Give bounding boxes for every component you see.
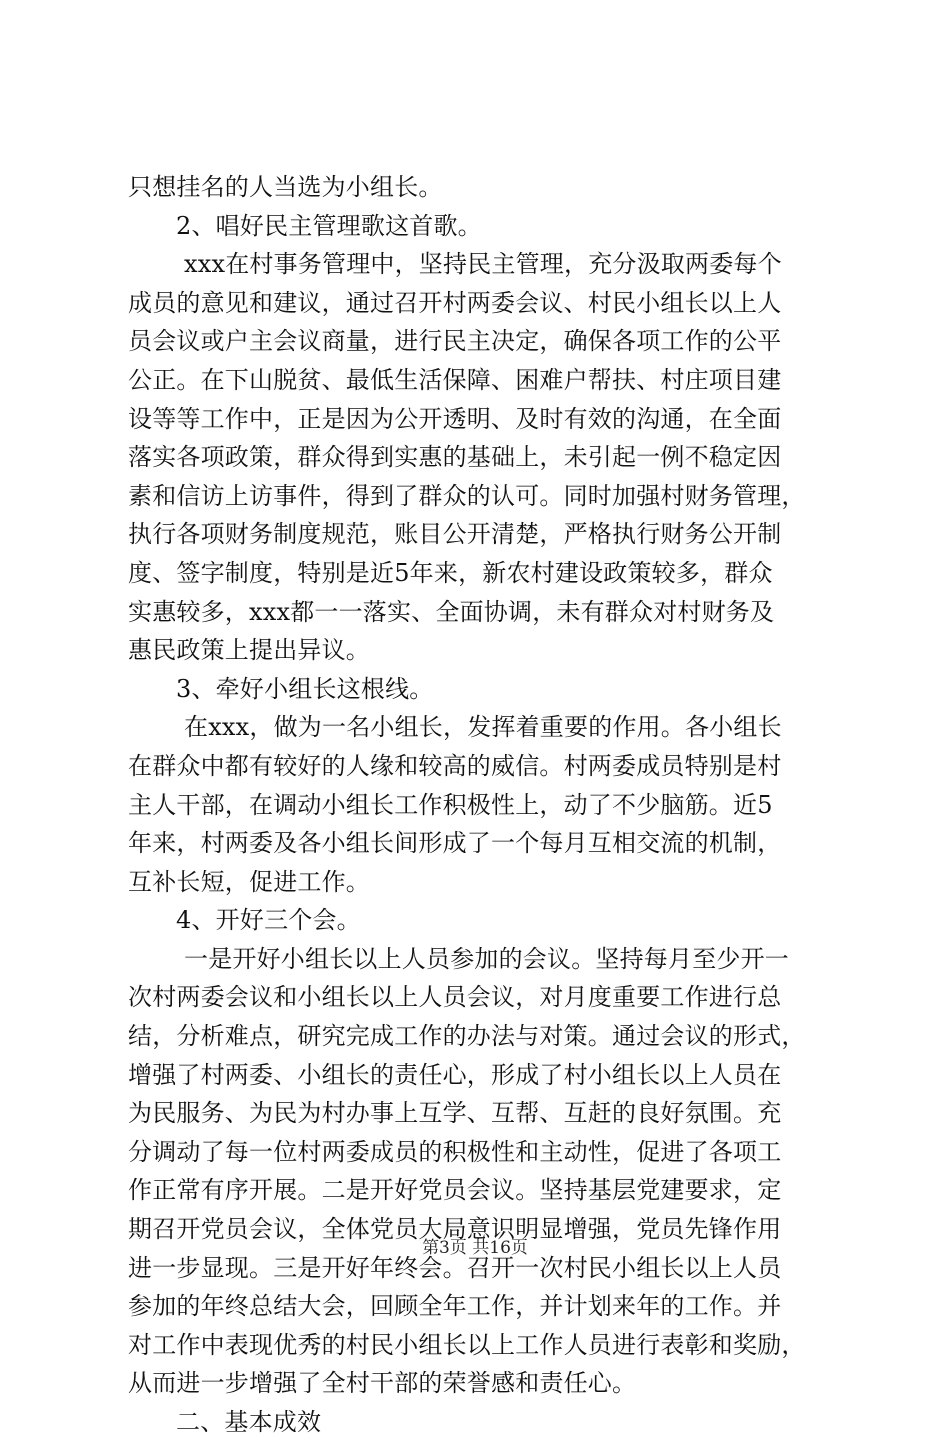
text-line: 分调动了每一位村两委成员的积极性和主动性，促进了各项工 bbox=[128, 1137, 782, 1166]
text-line: 结，分析难点，研究完成工作的办法与对策。通过会议的形式， bbox=[128, 1022, 806, 1051]
text-line: 员会议或户主会议商量，进行民主决定，确保各项工作的公平 bbox=[128, 327, 782, 356]
text-line: 执行各项财务制度规范，账目公开清楚，严格执行财务公开制 bbox=[128, 520, 782, 549]
text-line: 互补长短，促进工作。 bbox=[128, 867, 370, 896]
text-line: 增强了村两委、小组长的责任心，形成了村小组长以上人员在 bbox=[128, 1060, 782, 1089]
text-line: 只想挂名的人当选为小组长。 bbox=[128, 173, 443, 201]
text-line: 期召开党员会议，全体党员大局意识明显增强，党员先锋作用 bbox=[128, 1215, 782, 1244]
text-line: 作正常有序开展。二是开好党员会议。坚持基层党建要求，定 bbox=[128, 1176, 782, 1205]
text-line: 从而进一步增强了全村干部的荣誉感和责任心。 bbox=[128, 1369, 637, 1398]
text-line: 对工作中表现优秀的村民小组长以上工作人员进行表彰和奖励， bbox=[128, 1330, 806, 1359]
text-line: 在群众中都有较好的人缘和较高的威信。村两委成员特别是村 bbox=[128, 751, 782, 780]
text-line: 进一步显现。三是开好年终会。召开一次村民小组长以上人员 bbox=[128, 1253, 782, 1282]
text-line: 参加的年终总结大会，回顾全年工作，并计划来年的工作。并 bbox=[128, 1292, 782, 1321]
text-line: 主人干部，在调动小组长工作积极性上，动了不少脑筋。近5 bbox=[128, 790, 773, 819]
text-line: 次村两委会议和小组长以上人员会议，对月度重要工作进行总 bbox=[128, 983, 782, 1012]
subheading-line: 2、唱好民主管理歌这首歌。 bbox=[176, 211, 482, 240]
text-line: 公正。在下山脱贫、最低生活保障、困难户帮扶、村庄项目建 bbox=[128, 365, 782, 394]
text-line: 惠民政策上提出异议。 bbox=[128, 636, 370, 665]
paragraph-first-line: xxx在村事务管理中，坚持民主管理，充分汲取两委每个 bbox=[184, 250, 782, 279]
text-line: 落实各项政策，群众得到实惠的基础上，未引起一例不稳定因 bbox=[128, 443, 782, 472]
paragraph-first-line: 在xxx，做为一名小组长，发挥着重要的作用。各小组长 bbox=[184, 713, 782, 742]
text-line: 设等等工作中，正是因为公开透明、及时有效的沟通，在全面 bbox=[128, 404, 782, 433]
text-line: 为民服务、为民为村办事上互学、互帮、互赶的良好氛围。充 bbox=[128, 1099, 782, 1128]
text-line: 成员的意见和建议，通过召开村两委会议、村民小组长以上人 bbox=[128, 288, 782, 317]
subheading-line: 3、牵好小组长这根线。 bbox=[176, 674, 434, 703]
page-number-label: 第3页 共16页 bbox=[422, 1238, 528, 1258]
text-line: 度、签字制度，特别是近5年来，新农村建设政策较多，群众 bbox=[128, 558, 773, 587]
text-line: 素和信访上访事件，得到了群众的认可。同时加强村财务管理， bbox=[128, 481, 806, 510]
section-heading: 二、基本成效 bbox=[176, 1408, 322, 1436]
page-footer bbox=[0, 1237, 950, 1259]
subheading-line: 4、开好三个会。 bbox=[176, 906, 361, 935]
text-line: 实惠较多，xxx都一一落实、全面协调，未有群众对村财务及 bbox=[128, 597, 775, 626]
paragraph-first-line: 一是开好小组长以上人员参加的会议。坚持每月至少开一 bbox=[184, 944, 789, 973]
text-line: 年来，村两委及各小组长间形成了一个每月互相交流的机制， bbox=[128, 829, 782, 858]
